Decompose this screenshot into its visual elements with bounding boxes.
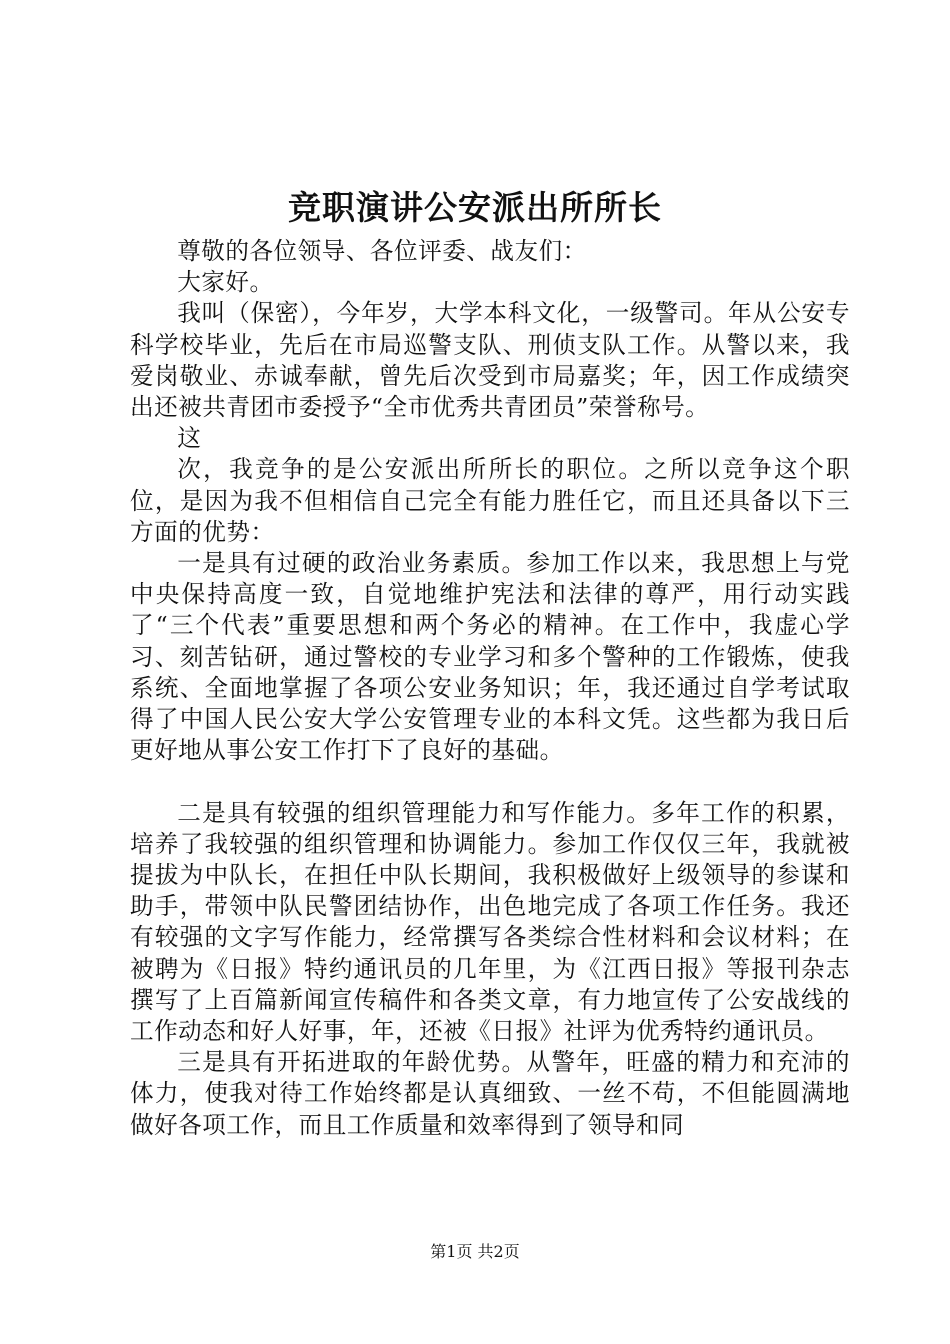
paragraph-advantage-one: 一是具有过硬的政治业务素质。参加工作以来，我思想上与党中央保持高度一致，自觉地维护宪法和法律的尊严，用行动实践了“三个代表”重要思想和两个务必的精神。在工作中，我虚心学习、刻苦钻研，通过警校的专业学习和多个警种的工作锻炼，使我系统、全面地掌握了各项公安业务知识；年，我还通过自学考试取得了中国人民公安大学公安管理专业的本科文凭。这些都为我日后更好地从事公安工作打下了良好的基础。 xyxy=(130,549,850,765)
document-title: 竞职演讲公安派出所所长 xyxy=(288,188,662,227)
paragraph-blank xyxy=(130,766,850,797)
paragraph-introduction: 我叫（保密），今年岁，大学本科文化，一级警司。年从公安专科学校毕业，先后在市局巡警支队、刑侦支队工作。从警以来，我爱岗敬业、赤诚奉献，曾先后次受到市局嘉奖；年，因工作成绩突出还被共青团市委授予“全市优秀共青团员”荣誉称号。 xyxy=(130,299,850,422)
paragraph-greeting: 大家好。 xyxy=(177,268,274,297)
paragraph-fragment: 这 xyxy=(177,424,202,453)
page-footer: 第1页 共2页 xyxy=(430,1242,520,1261)
paragraph-advantage-three: 三是具有开拓进取的年龄优势。从警年，旺盛的精力和充沛的体力，使我对待工作始终都是认真细致、一丝不苟，不但能圆满地做好各项工作，而且工作质量和效率得到了领导和同 xyxy=(130,1048,850,1139)
paragraph-advantage-two: 二是具有较强的组织管理能力和写作能力。多年工作的积累，培养了我较强的组织管理和协调能力。参加工作仅仅三年，我就被提拔为中队长，在担任中队长期间，我积极做好上级领导的参谋和助手，带领中队民警团结协作，出色地完成了各项工作任务。我还有较强的文字写作能力，经常撰写各类综合性材料和会议材料；在被聘为《日报》特约通讯员的几年里，为《江西日报》等报刊杂志撰写了上百篇新闻宣传稿件和各类文章，有力地宣传了公安战线的工作动态和好人好事，年，还被《日报》社评为优秀特约通讯员。 xyxy=(130,798,850,1046)
paragraph-salutation: 尊敬的各位领导、各位评委、战友们： xyxy=(177,237,587,265)
document-body xyxy=(130,236,850,1141)
paragraph-position: 次，我竞争的是公安派出所所长的职位。之所以竞争这个职位，是因为我不但相信自己完全有能力胜任它，而且还具备以下三方面的优势： xyxy=(130,455,850,546)
